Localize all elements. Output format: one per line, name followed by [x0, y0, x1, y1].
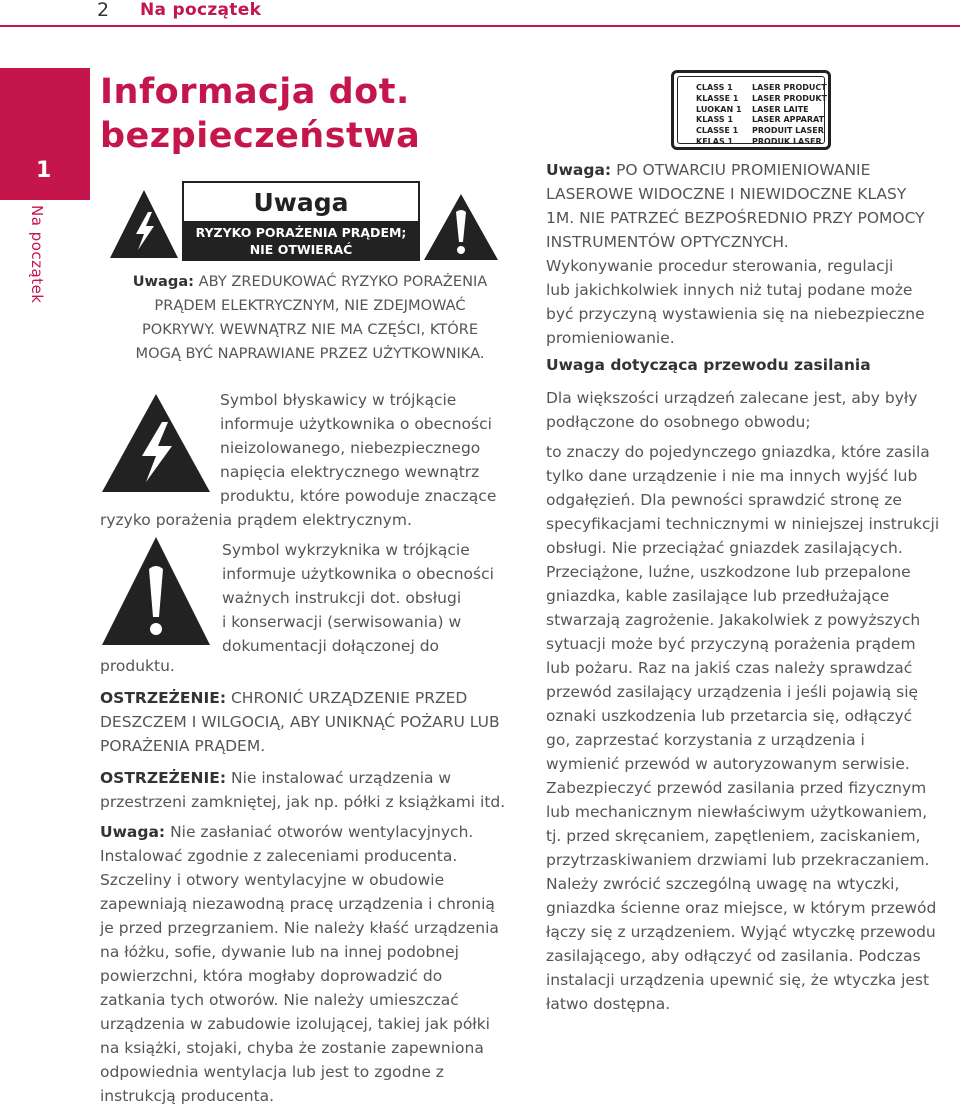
description-line: produktu, które powoduje znaczące: [220, 487, 497, 505]
section-name: Na początek: [140, 0, 262, 20]
power-cord-paragraph-1: [546, 386, 941, 434]
exclamation-symbol-tail: produktu.: [100, 657, 175, 675]
laser-class: KELAS 1: [696, 136, 734, 146]
power-cord-line: Zabezpieczyć przewód zasilania przed fizycznym: [546, 779, 927, 797]
lightning-warning-icon: [108, 188, 180, 260]
warning-label: OSTRZEŻENIE:: [100, 769, 227, 787]
ventilation-line: Nie zasłaniać otworów wentylacyjnych.: [170, 823, 474, 841]
description-line: napięcia elektrycznego wewnątrz: [220, 463, 480, 481]
laser-product: LASER PRODUCT: [752, 83, 827, 92]
ventilation-line: Szczeliny i otwory wentylacyjne w obudowie: [100, 871, 445, 889]
title-line: Informacja dot.: [100, 72, 410, 112]
warning-label: OSTRZEŻENIE:: [100, 689, 227, 707]
power-cord-line: tylko dane urządzenie i nie ma innych wyjść lub: [546, 467, 918, 485]
laser-label-inner: [677, 76, 828, 146]
laser-product: PRODUK LASER: [752, 136, 822, 146]
laser-label-row: [696, 93, 828, 105]
power-cord-line: go, zaprzestać korzystania z urządzenia i: [546, 731, 865, 749]
caution-box: [182, 181, 420, 261]
laser-class: LUOKAN 1: [696, 104, 742, 114]
power-cord-line: specyfikacjami technicznymi w niniejszej instrukcji: [546, 515, 940, 533]
power-cord-line: podłączone do osobnego obwodu;: [546, 413, 811, 431]
laser-class: CLASSE 1: [696, 126, 739, 136]
power-cord-line: Dla większości urządzeń zalecane jest, aby były: [546, 389, 918, 407]
lightning-triangle-icon: [100, 392, 212, 494]
laser-note-line: promieniowanie.: [546, 329, 675, 347]
power-cord-line: przewód zasilający urządzenia i jeśli pojawią się: [546, 683, 919, 701]
warning-enclosed-space: [100, 766, 530, 814]
power-cord-line: Przeciążone, luźne, uszkodzone lub przepalone: [546, 563, 911, 581]
laser-label-row: [696, 105, 824, 116]
caution-note-line: ABY ZREDUKOWAĆ RYZYKO PORAŻENIA: [198, 273, 488, 290]
exclamation-triangle-icon: [100, 535, 212, 647]
ventilation-line: powierzchni, która mogłaby doprowadzić do: [100, 967, 443, 985]
warning-line: przestrzeni zamkniętej, jak np. półki z książkami itd.: [100, 793, 506, 811]
laser-label-row: [696, 137, 824, 148]
caution-subheading: [184, 221, 418, 259]
laser-product: LASER PRODUKT: [752, 93, 828, 103]
caution-note-label: Uwaga:: [132, 273, 194, 290]
power-cord-line: to znaczy do pojedynczego gniazdka, które zasila: [546, 443, 930, 461]
ventilation-line: je przed przegrzaniem. Nie należy kłaść urządzenia: [100, 919, 499, 937]
caution-subheading-line: RYZYKO PORAŻENIA PRĄDEM;: [195, 225, 407, 240]
power-cord-line: sytuacji może być przyczyną porażenia prądem: [546, 635, 916, 653]
caution-note-line: PRĄDEM ELEKTRYCZNYM, NIE ZDEJMOWAĆ: [154, 297, 466, 314]
laser-class-label: [671, 70, 831, 150]
description-line: nieizolowanego, niebezpiecznego: [220, 439, 481, 457]
description-line: i konserwacji (serwisowania) w: [222, 613, 462, 631]
laser-note-line: LASEROWE WIDOCZNE I NIEWIDOCZNE KLASY: [546, 185, 907, 203]
laser-class: CLASS 1: [696, 83, 733, 92]
laser-label-row: [696, 126, 824, 137]
description-line: Symbol błyskawicy w trójkącie: [220, 391, 457, 409]
description-line: informuje użytkownika o obecności: [220, 415, 492, 433]
exclamation-warning-icon: [422, 192, 500, 262]
caution-note-line: MOGĄ BYĆ NAPRAWIANE PRZEZ UŻYTKOWNIKA.: [135, 345, 485, 362]
power-cord-line: łatwo dostępna.: [546, 995, 671, 1013]
laser-product: LASER LAITE: [752, 104, 809, 114]
exclamation-symbol-description: [222, 538, 522, 658]
ventilation-note: [100, 820, 530, 1108]
power-cord-line: oznaki uszkodzenia lub przetarcia się, odłączyć: [546, 707, 913, 725]
power-cord-paragraph-2: [546, 440, 941, 1016]
laser-note-label: Uwaga:: [546, 161, 612, 179]
warning-line: PORAŻENIA PRĄDEM.: [100, 737, 266, 755]
description-line: Symbol wykrzyknika w trójkącie: [222, 541, 470, 559]
laser-note-line: Wykonywanie procedur sterowania, regulacji: [546, 257, 894, 275]
ventilation-line: zapewniają niezawodną pracę urządzenia i chronią: [100, 895, 495, 913]
power-cord-line: obsługi. Nie przeciążać gniazdek zasilających.: [546, 539, 903, 557]
page-title: [100, 70, 420, 158]
description-line: dokumentacji dołączonej do: [222, 637, 440, 655]
laser-note-line: lub jakichkolwiek innych niż tutaj podane może: [546, 281, 913, 299]
lightning-symbol-description: [220, 388, 520, 508]
power-cord-heading: Uwaga dotycząca przewodu zasilania: [546, 356, 871, 374]
lightning-symbol-tail: ryzyko porażenia prądem elektrycznym.: [100, 511, 412, 529]
power-cord-line: zasilającego, aby odłączyć od zasilania. Podczas: [546, 947, 921, 965]
header-rule: [0, 25, 960, 27]
ventilation-line: zatkania tych otworów. Nie należy umieszczać: [100, 991, 459, 1009]
laser-class: KLASSE 1: [696, 93, 739, 103]
power-cord-line: gniazdka, kable zasilające lub przedłużające: [546, 587, 890, 605]
power-cord-line: przytrzaskiwaniem drzwiami lub przekraczaniem.: [546, 851, 930, 869]
caution-note: [100, 270, 520, 366]
caution-subheading-line: NIE OTWIERAĆ: [249, 242, 353, 257]
power-cord-line: Należy zwrócić szczególną uwagę na wtyczki,: [546, 875, 900, 893]
warning-line: DESZCZEM I WILGOCIĄ, ABY UNIKNĄĆ POŻARU LUB: [100, 713, 500, 731]
warning-line: CHRONIĆ URZĄDZENIE PRZED: [230, 689, 468, 707]
laser-note-line: INSTRUMENTÓW OPTYCZNYCH.: [546, 233, 789, 251]
laser-note: [546, 158, 941, 350]
description-line: informuje użytkownika o obecności: [222, 565, 494, 583]
ventilation-line: Instalować zgodnie z zaleceniami producenta.: [100, 847, 458, 865]
page-number: 2: [97, 0, 110, 21]
power-cord-line: odgałęzień. Dla pewności sprawdzić stronę ze: [546, 491, 902, 509]
power-cord-line: tj. przed skręcaniem, zapętleniem, zaciskaniem,: [546, 827, 921, 845]
ventilation-label: Uwaga:: [100, 823, 166, 841]
power-cord-line: gniazdka ścienne oraz miejsce, w którym przewód: [546, 899, 937, 917]
power-cord-line: lub mechanicznym niewłaściwym użytkowaniem,: [546, 803, 928, 821]
laser-product: PRODUIT LASER: [752, 126, 824, 136]
page-header: [0, 0, 960, 26]
ventilation-line: na łóżku, sofie, dywanie lub na innej podobnej: [100, 943, 459, 961]
ventilation-line: instrukcją producenta.: [100, 1087, 275, 1105]
description-line: ważnych instrukcji dot. obsługi: [222, 589, 462, 607]
title-line: bezpieczeństwa: [100, 116, 421, 156]
power-cord-line: stwarzają zagrożenie. Jakakolwiek z powyższych: [546, 611, 921, 629]
ventilation-line: urządzenia w zabudowie izolującej, takiej jak półki: [100, 1015, 490, 1033]
laser-note-line: 1M. NIE PATRZEĆ BEZPOŚREDNIO PRZY POMOCY: [546, 209, 925, 227]
caution-note-line: POKRYWY. WEWNĄTRZ NIE MA CZĘŚCI, KTÓRE: [141, 321, 479, 338]
laser-note-line: PO OTWARCIU PROMIENIOWANIE: [616, 161, 871, 179]
laser-product: LASER APPARAT: [752, 115, 825, 125]
laser-class: KLASS 1: [696, 115, 734, 125]
warning-line: Nie instalować urządzenia w: [230, 769, 452, 787]
chapter-number: 1: [36, 158, 52, 183]
laser-note-line: być przyczyną wystawienia się na niebezpieczne: [546, 305, 925, 323]
laser-label-row: [696, 83, 827, 94]
power-cord-line: łączy się z urządzeniem. Wyjąć wtyczkę przewodu: [546, 923, 936, 941]
ventilation-line: na książki, stojaki, chyba że zostanie zapewniona: [100, 1039, 484, 1057]
power-cord-line: lub pożaru. Raz na jakiś czas należy sprawdzać: [546, 659, 913, 677]
warning-rain-moisture: [100, 686, 530, 758]
laser-label-row: [696, 115, 824, 126]
ventilation-line: odpowiednia wentylacja lub jest to zgodne z: [100, 1063, 444, 1081]
chapter-side-label: Na początek: [28, 205, 46, 304]
power-cord-line: wymienić przewód w autoryzowanym serwisie.: [546, 755, 910, 773]
caution-heading: Uwaga: [253, 188, 349, 217]
power-cord-line: instalacji urządzenia upewnić się, że wtyczka jest: [546, 971, 930, 989]
